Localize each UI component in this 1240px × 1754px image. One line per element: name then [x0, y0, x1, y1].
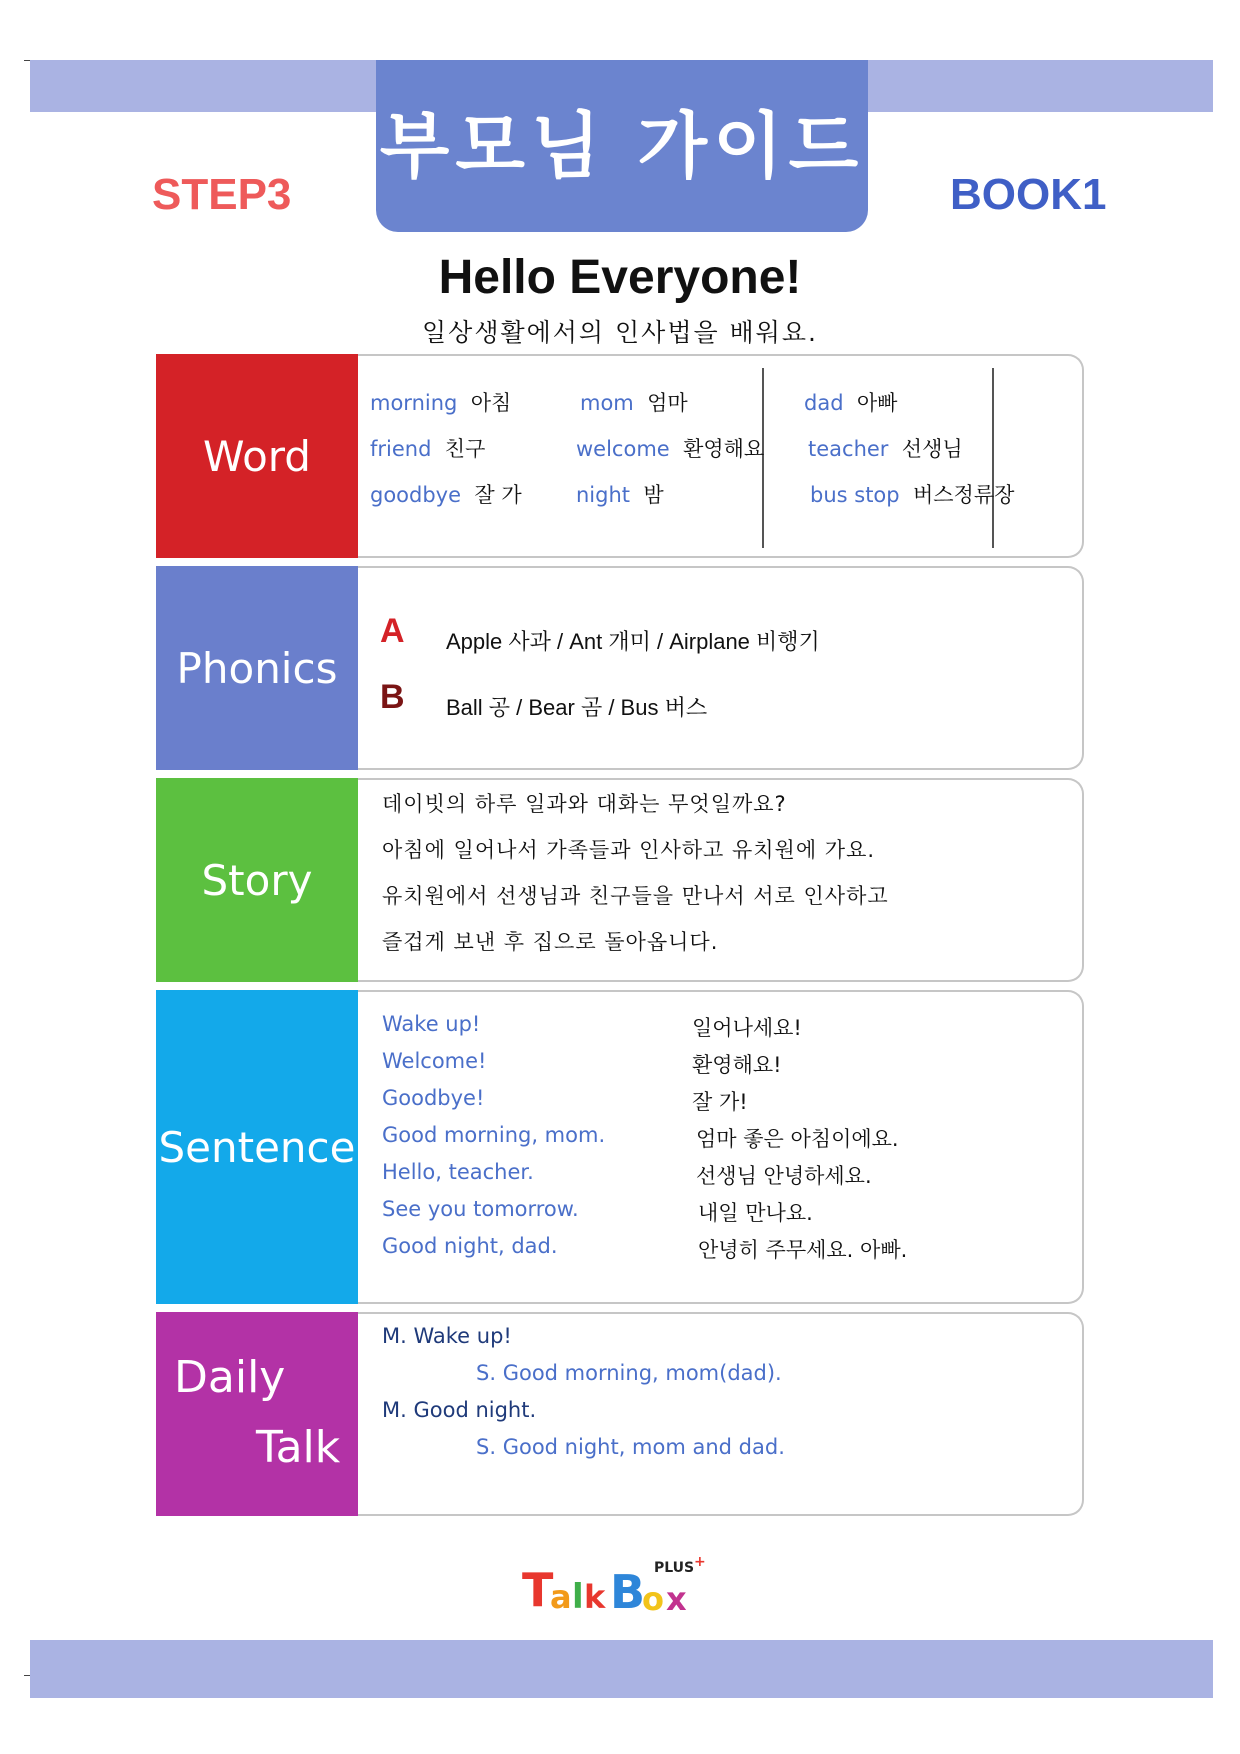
word-item: teacher 선생님 — [808, 437, 963, 461]
word-item: mom 엄마 — [580, 391, 688, 415]
sentence-ko: 일어나세요! — [692, 1016, 802, 1040]
column-divider — [992, 368, 994, 548]
word-item: bus stop 버스정류장 — [810, 483, 1015, 507]
svg-text:a: a — [550, 1578, 572, 1616]
svg-text:o: o — [642, 1580, 664, 1618]
story-content — [358, 778, 1084, 982]
word-item: morning 아침 — [370, 391, 512, 415]
sentence-section — [156, 990, 1084, 1304]
phonics-words: Ball 공 / Bear 곰 / Bus 버스 — [446, 695, 708, 720]
word-content — [358, 354, 1084, 558]
daily-talk-content — [358, 1312, 1084, 1516]
step-label: STEP3 — [152, 170, 292, 219]
crop-mark — [24, 1675, 30, 1676]
word-item: friend 친구 — [370, 437, 486, 461]
subheadline: 일상생활에서의 인사법을 배워요. — [422, 318, 818, 347]
word-item: night 밤 — [576, 483, 664, 507]
story-line: 유치원에서 선생님과 친구들을 만나서 서로 인사하고 — [382, 884, 889, 908]
sentence-en: Welcome! — [382, 1049, 487, 1073]
story-section — [156, 778, 1084, 982]
page-title: 부모님 가이드 — [376, 60, 868, 232]
sentence-ko: 내일 만나요. — [698, 1201, 813, 1225]
phonics-letter: A — [380, 612, 405, 650]
dialogue-line: M. Good night. — [382, 1398, 537, 1422]
svg-text:PLUS: PLUS — [654, 1560, 695, 1576]
sentence-ko: 선생님 안녕하세요. — [696, 1164, 872, 1188]
phonics-section — [156, 566, 1084, 770]
word-label: Word — [156, 354, 358, 558]
word-item: dad 아빠 — [804, 391, 898, 415]
word-section — [156, 354, 1084, 558]
bottom-banner-bar — [30, 1640, 1213, 1698]
talkbox-logo — [520, 1548, 720, 1618]
svg-text:k: k — [584, 1578, 606, 1616]
story-line: 아침에 일어나서 가족들과 인사하고 유치원에 가요. — [382, 838, 876, 862]
dialogue-line: S. Good morning, mom(dad). — [476, 1361, 782, 1385]
phonics-words: Apple 사과 / Ant 개미 / Airplane 비행기 — [446, 629, 820, 654]
dialogue-line: S. Good night, mom and dad. — [476, 1435, 785, 1459]
sentence-ko: 환영해요! — [692, 1053, 782, 1077]
daily-talk-section — [156, 1312, 1084, 1516]
crop-mark — [24, 60, 30, 61]
sentence-en: Good morning, mom. — [382, 1123, 606, 1147]
sentence-content — [358, 990, 1084, 1304]
phonics-content — [358, 566, 1084, 770]
sentence-ko: 잘 가! — [692, 1090, 748, 1114]
sentence-label: Sentence — [156, 990, 358, 1304]
headline: Hello Everyone! — [438, 251, 802, 304]
svg-text:l: l — [572, 1577, 584, 1617]
sentence-ko: 엄마 좋은 아침이에요. — [696, 1127, 899, 1151]
book-label: BOOK1 — [950, 170, 1107, 219]
sentence-en: Goodbye! — [382, 1086, 485, 1110]
svg-text:+: + — [694, 1554, 706, 1570]
daily-talk-label-line1: Daily — [174, 1352, 286, 1403]
svg-text:T: T — [522, 1563, 554, 1617]
phonics-label: Phonics — [156, 566, 358, 770]
sentence-ko: 안녕히 주무세요. 아빠. — [698, 1238, 908, 1262]
talkbox-logo-graphic — [520, 1548, 720, 1618]
phonics-letter: B — [380, 678, 405, 716]
dialogue-line: M. Wake up! — [382, 1324, 512, 1348]
sentence-en: Good night, dad. — [382, 1234, 558, 1258]
story-line: 데이빗의 하루 일과와 대화는 무엇일까요? — [382, 792, 787, 816]
story-label: Story — [156, 778, 358, 982]
sentence-en: Hello, teacher. — [382, 1160, 534, 1184]
sentence-en: Wake up! — [382, 1012, 481, 1036]
svg-text:x: x — [666, 1580, 687, 1618]
daily-talk-label-line2: Talk — [256, 1422, 341, 1473]
word-item: goodbye 잘 가 — [370, 483, 522, 507]
word-item: welcome 환영해요 — [576, 437, 765, 461]
daily-talk-label — [156, 1312, 358, 1516]
sentence-en: See you tomorrow. — [382, 1197, 579, 1221]
svg-text:B: B — [610, 1565, 646, 1618]
story-line: 즐겁게 보낸 후 집으로 돌아옵니다. — [382, 930, 719, 954]
